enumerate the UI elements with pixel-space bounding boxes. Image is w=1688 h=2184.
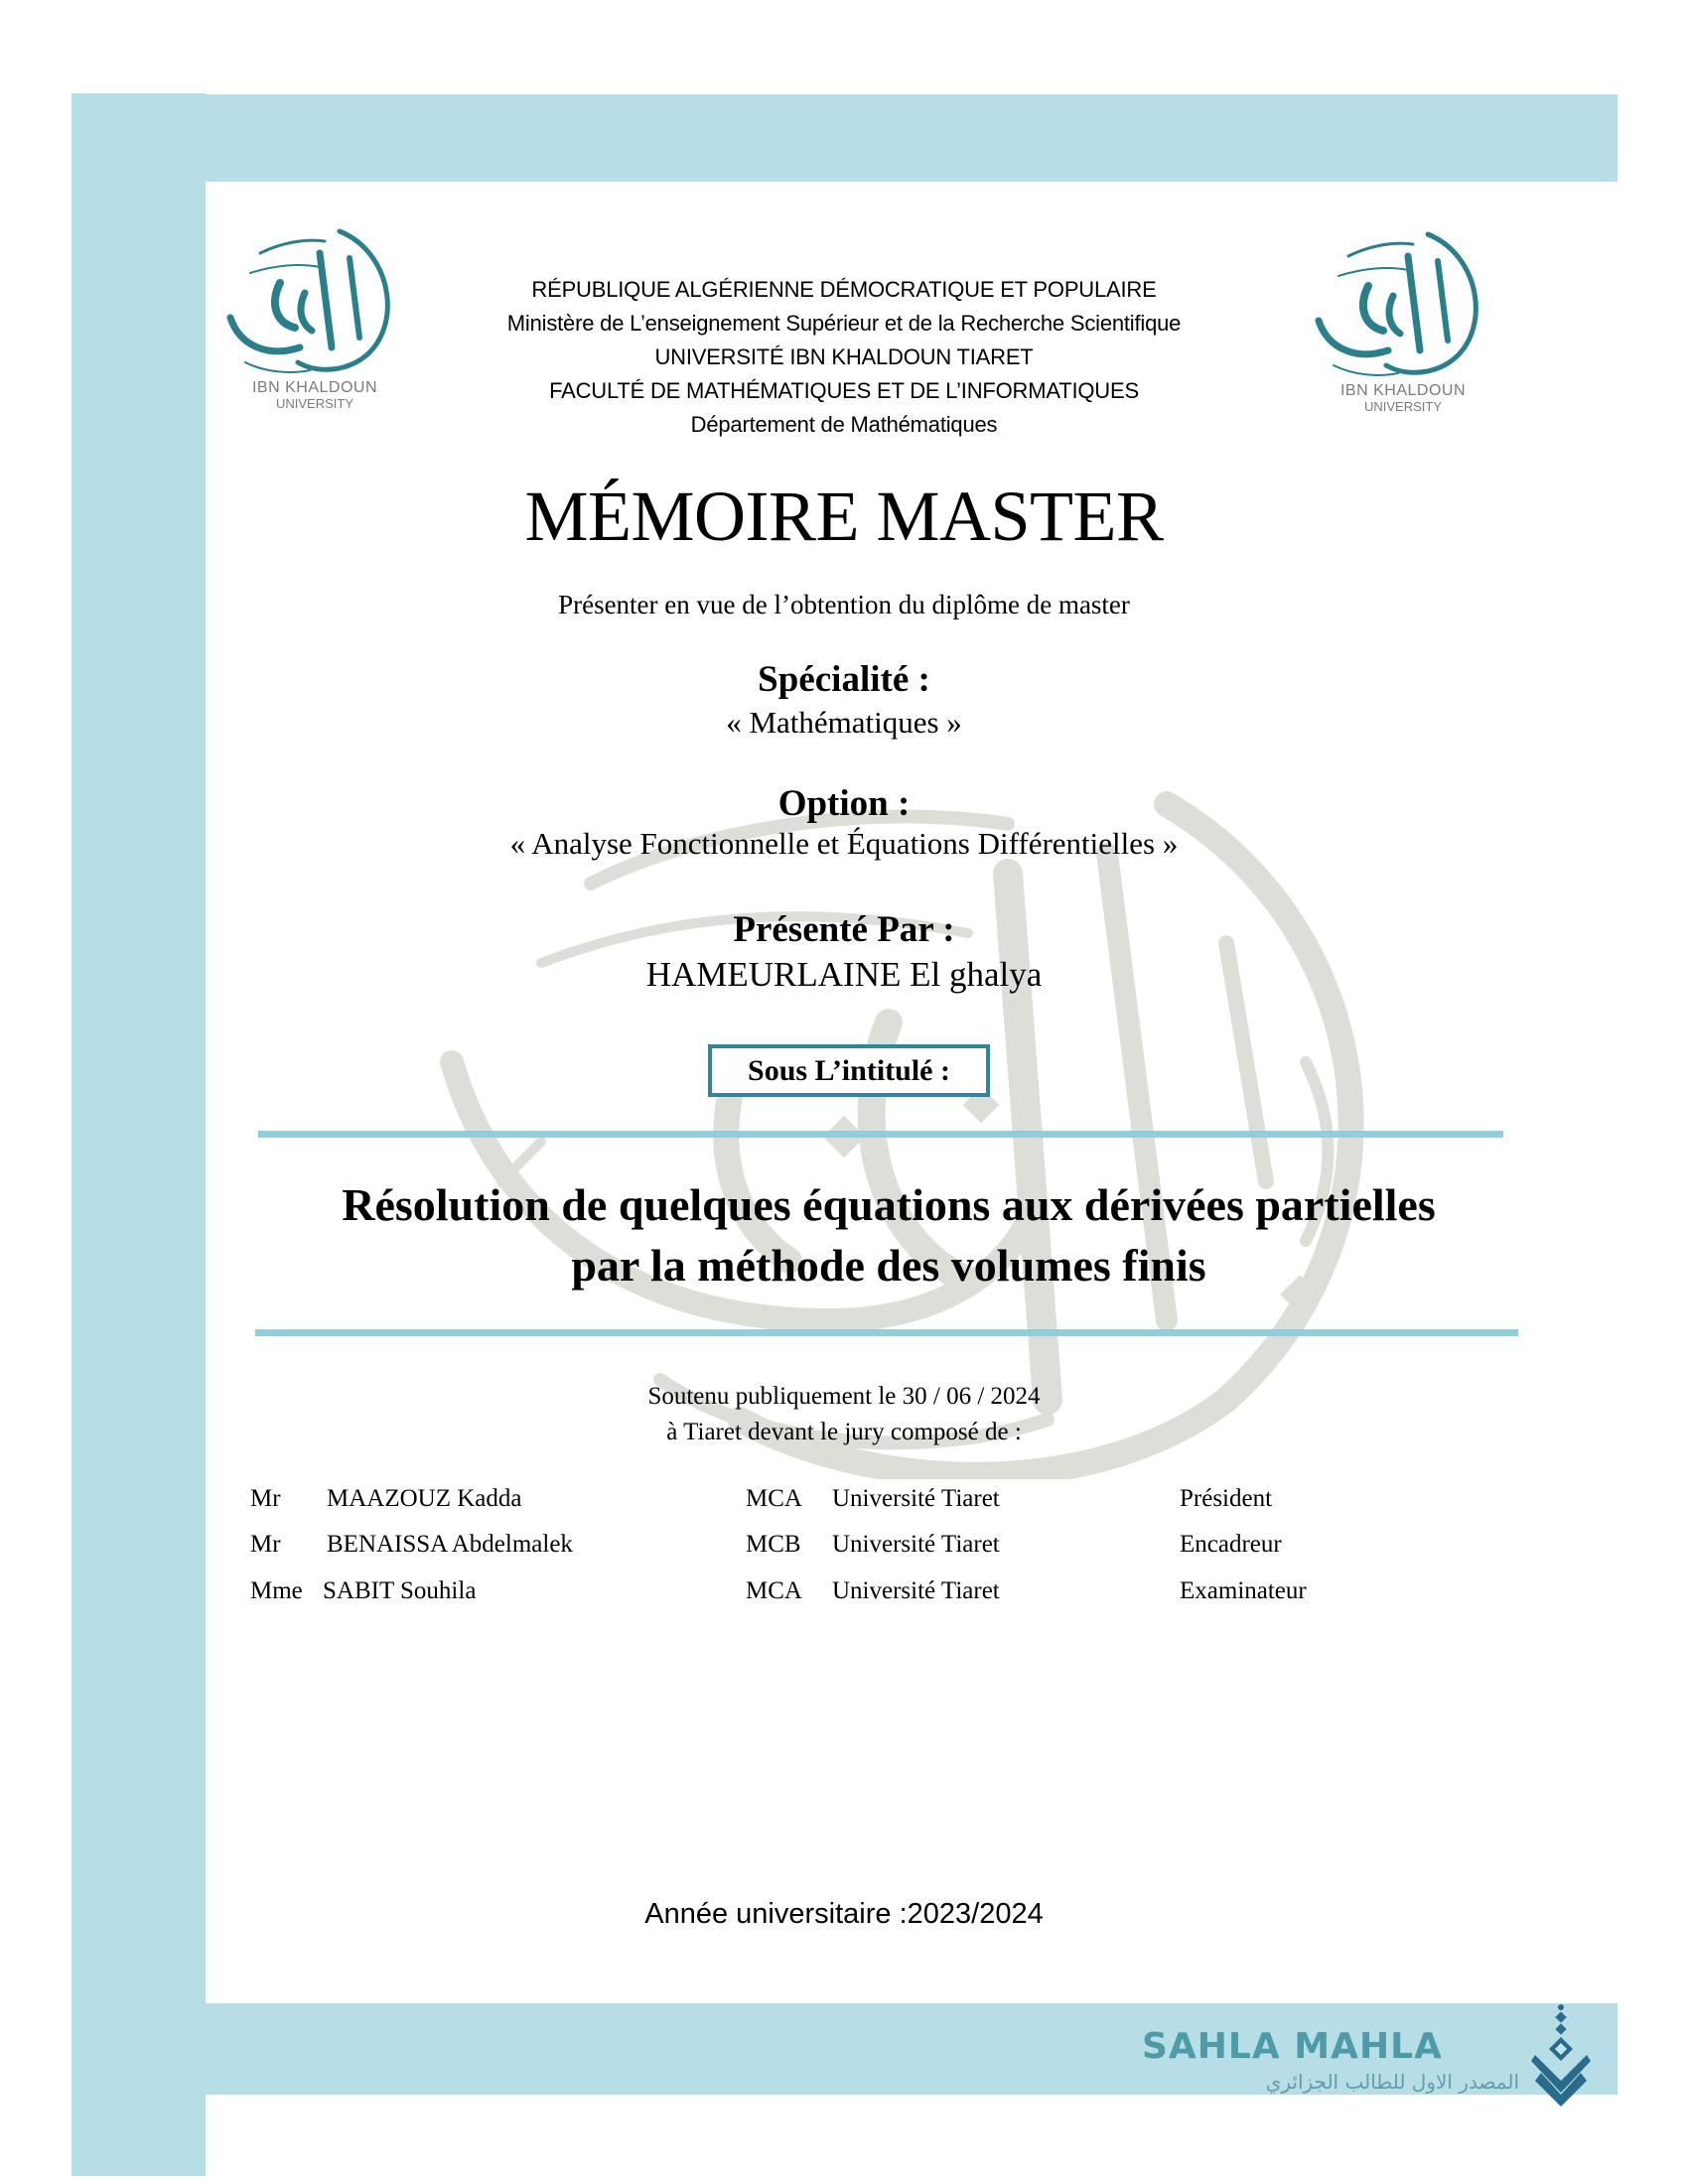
jury-name: BENAISSA Abdelmalek <box>327 1531 573 1558</box>
speciality-value: « Mathématiques » <box>726 705 962 740</box>
option-value: « Analyse Fonctionnelle et Équations Différentielles » <box>509 826 1179 861</box>
left-decorative-band <box>71 93 206 2176</box>
ibn-khaldoun-calligraphy-icon <box>1309 226 1497 415</box>
jury-role: Encadreur <box>1180 1531 1282 1558</box>
jury-grade: MCA <box>746 1577 802 1604</box>
academic-year: Année universitaire :2023/2024 <box>644 1898 1044 1930</box>
defense-date: Soutenu publiquement le 30 / 06 / 2024 <box>647 1383 1041 1410</box>
header-republic: RÉPUBLIQUE ALGÉRIENNE DÉMOCRATIQUE ET POPULAIRE <box>531 277 1157 302</box>
sahla-mahla-brand: SAHLA MAHLA <box>1142 2026 1443 2067</box>
jury-institution: Université Tiaret <box>832 1485 1000 1512</box>
jury-grade: MCB <box>746 1531 801 1558</box>
jury-name: SABIT Souhila <box>323 1577 477 1604</box>
defense-info <box>206 1379 1482 1450</box>
jury-civility: Mme <box>250 1577 303 1604</box>
institution-header <box>397 273 1291 442</box>
document-type-title: MÉMOIRE MASTER <box>524 477 1164 556</box>
option-label: Option : <box>777 783 911 824</box>
top-decorative-band <box>206 94 1618 182</box>
title-bottom-rule <box>255 1329 1518 1336</box>
header-faculty: FACULTÉ DE MATHÉMATIQUES ET DE L’INFORMATIQUES <box>549 378 1139 403</box>
thesis-title <box>248 1174 1529 1296</box>
university-logo-left <box>220 223 409 412</box>
subject-label-box <box>708 1044 990 1097</box>
defense-place: à Tiaret devant le jury composé de : <box>666 1419 1022 1445</box>
thesis-title-line2: par la méthode des volumes finis <box>571 1240 1206 1291</box>
presented-by-label: Présenté Par : <box>733 909 955 950</box>
svg-text:UNIVERSITY: UNIVERSITY <box>275 396 354 411</box>
ibn-khaldoun-calligraphy-icon <box>220 223 409 412</box>
svg-text:UNIVERSITY: UNIVERSITY <box>1363 399 1443 414</box>
header-department: Département de Mathématiques <box>690 412 998 437</box>
jury-institution: Université Tiaret <box>832 1577 1000 1604</box>
sahla-mahla-tagline: المصدر الاول للطالب الجزائري <box>1265 2070 1519 2094</box>
jury-name: MAAZOUZ Kadda <box>327 1485 522 1512</box>
subject-label: Sous L’intitulé : <box>748 1054 950 1087</box>
speciality-label: Spécialité : <box>758 659 930 700</box>
sahla-mahla-emblem-icon <box>1521 2003 1593 2107</box>
university-logo-right <box>1309 226 1497 415</box>
author-name: HAMEURLAINE El ghalya <box>645 955 1043 994</box>
jury-civility: Mr <box>250 1531 281 1558</box>
svg-text:IBN KHALDOUN: IBN KHALDOUN <box>251 379 378 396</box>
jury-institution: Université Tiaret <box>832 1531 1000 1558</box>
purpose-text: Présenter en vue de l’obtention du diplôme de master <box>558 590 1130 619</box>
calligraphy-watermark-icon <box>412 764 1405 1479</box>
jury-role: Président <box>1180 1485 1273 1512</box>
jury-role: Examinateur <box>1180 1577 1307 1604</box>
title-top-rule <box>258 1131 1503 1138</box>
header-university: UNIVERSITÉ IBN KHALDOUN TIARET <box>654 344 1034 369</box>
thesis-title-line1: Résolution de quelques équations aux dérivées partielles <box>342 1179 1436 1230</box>
header-ministry: Ministère de L’enseignement Supérieur et de la Recherche Scientifique <box>506 311 1182 336</box>
jury-grade: MCA <box>746 1485 802 1512</box>
jury-civility: Mr <box>250 1485 281 1512</box>
svg-text:IBN KHALDOUN: IBN KHALDOUN <box>1339 382 1467 399</box>
